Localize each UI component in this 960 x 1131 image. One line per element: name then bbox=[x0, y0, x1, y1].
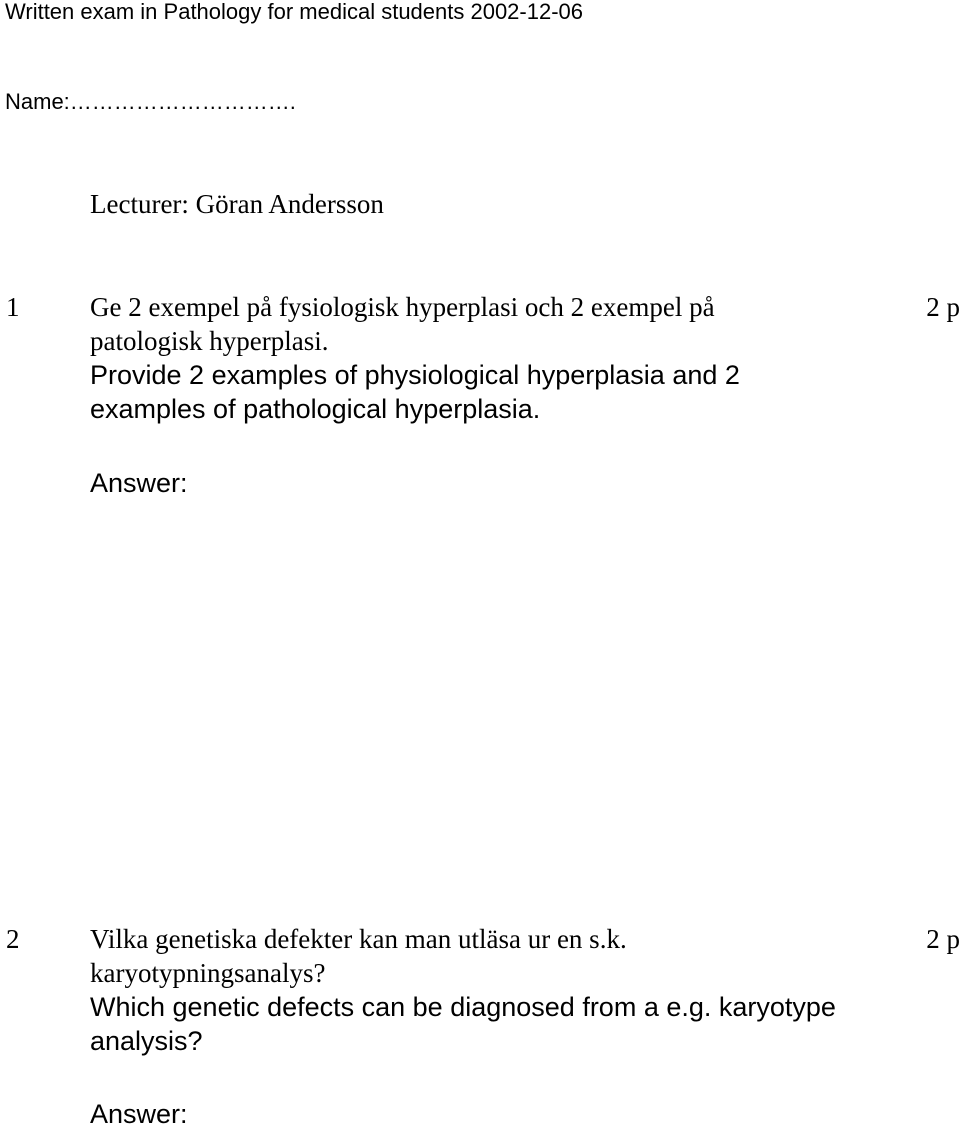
lecturer-line: Lecturer: Göran Andersson bbox=[90, 189, 384, 219]
question-number: 1 bbox=[6, 292, 20, 322]
question-points: 2 p bbox=[926, 292, 960, 322]
answer-label: Answer: bbox=[90, 1099, 188, 1129]
question-english-line: Which genetic defects can be diagnosed from a e.g. karyotype bbox=[90, 992, 836, 1022]
name-field-label: Name:…………………………. bbox=[5, 89, 296, 114]
question-swedish-line: Vilka genetiska defekter kan man utläsa ur en s.k. bbox=[90, 924, 627, 954]
question-text bbox=[90, 922, 910, 1058]
answer-label: Answer: bbox=[90, 468, 188, 498]
question-number: 2 bbox=[6, 924, 20, 954]
exam-title: Written exam in Pathology for medical students 2002-12-06 bbox=[5, 0, 584, 24]
question-english-line: analysis? bbox=[90, 1026, 203, 1056]
question-swedish-line: karyotypningsanalys? bbox=[90, 958, 326, 988]
question-text bbox=[90, 290, 910, 426]
question-points: 2 p bbox=[926, 924, 960, 954]
question-english-line: Provide 2 examples of physiological hyperplasia and 2 bbox=[90, 360, 740, 390]
question-swedish-line: patologisk hyperplasi. bbox=[90, 326, 329, 356]
question-swedish-line: Ge 2 exempel på fysiologisk hyperplasi och 2 exempel på bbox=[90, 292, 715, 322]
question-english-line: examples of pathological hyperplasia. bbox=[90, 394, 541, 424]
